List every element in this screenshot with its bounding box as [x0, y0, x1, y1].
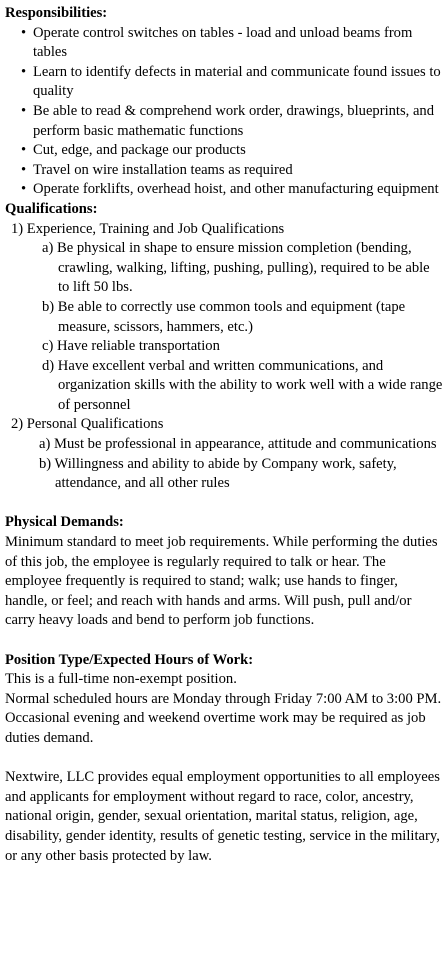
bullet-icon: • [21, 63, 27, 80]
bullet-icon: • [21, 24, 27, 41]
qualification-item: a) Be physical in shape to ensure mission completion (bending, crawling, walking, lifting, pushing, pulling), required to be able to lift 50 lbs. [42, 240, 430, 296]
qualification-item: d) Have excellent verbal and written communications, and organization skills with the ability to work well with a wide range of personnel [42, 357, 443, 413]
bullet-icon: • [21, 102, 27, 119]
spacer [5, 631, 444, 651]
qualification-group-label: 2) Personal Qualifications [11, 416, 164, 433]
list-item: • Cut, edge, and package our products [5, 141, 444, 161]
responsibilities-list [5, 24, 444, 200]
qualification-group-label: 1) Experience, Training and Job Qualifications [11, 220, 285, 237]
hours-line: Normal scheduled hours are Monday through Friday 7:00 AM to 3:00 PM. [5, 690, 442, 707]
bullet-icon: • [21, 142, 27, 159]
physical-demands-text: Minimum standard to meet job requirements. While performing the duties of this job, the employee is regularly required to talk or hear. The employee frequently is required to stand; walk; use hands to finger, handle, or feel; and reach with hands and arms. Will push, pull and/or carry heavy loads and bend to perform job functions. [5, 534, 438, 629]
qualification-item: b) Be able to correctly use common tools and equipment (tape measure, scissors, hammers, etc.) [42, 298, 406, 335]
physical-demands-heading: Physical Demands: [5, 514, 124, 531]
list-item: • Travel on wire installation teams as required [5, 161, 444, 181]
overtime-line: Occasional evening and weekend overtime work may be required as job duties demand. [5, 710, 426, 746]
bullet-icon: • [21, 181, 27, 198]
list-item: • Be able to read & comprehend work order, drawings, blueprints, and perform basic mathematic functions [21, 102, 435, 139]
qualification-item: a) Must be professional in appearance, attitude and communications [39, 436, 437, 453]
list-item: • Learn to identify defects in material and communicate found issues to quality [21, 63, 441, 100]
bullet-icon: • [21, 161, 27, 178]
responsibilities-heading: Responsibilities: [5, 5, 108, 21]
list-item: • Operate forklifts, overhead hoist, and other manufacturing equipment [5, 180, 444, 200]
qualification-item: b) Willingness and ability to abide by Company work, safety, attendance, and all other rules [39, 455, 397, 492]
spacer [5, 494, 444, 514]
position-type-line: This is a full-time non-exempt position. [5, 671, 237, 688]
eeo-statement: Nextwire, LLC provides equal employment opportunities to all employees and applicants for employment without regard to race, color, ancestry, national origin, gender, sexual orientation, marital status, religion, age, disability, gender identity, results of genetic testing, service in the military, or any other basis protected by law. [5, 769, 440, 864]
qualifications-heading: Qualifications: [5, 200, 98, 217]
position-type-heading: Position Type/Expected Hours of Work: [5, 651, 254, 668]
list-item: • Operate control switches on tables - load and unload beams from tables [21, 24, 413, 61]
qualification-item: c) Have reliable transportation [42, 338, 220, 355]
spacer [5, 749, 444, 769]
